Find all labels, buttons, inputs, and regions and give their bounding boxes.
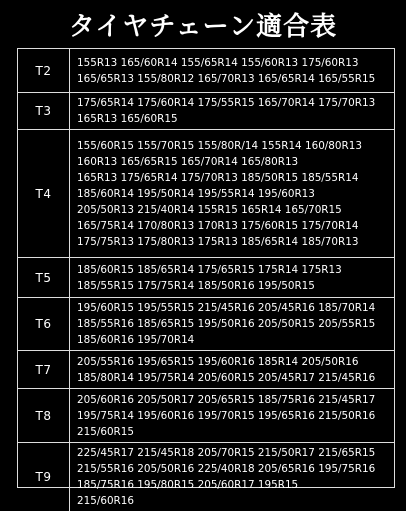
table-row-t3 <box>18 93 394 130</box>
size-line: 160R13 165/65R15 165/70R14 165/80R13 <box>77 155 299 168</box>
size-line: 155/60R15 155/70R15 155/80R/14 155R14 160/80R13 <box>77 139 362 152</box>
size-line: 215/60R16 <box>77 495 134 507</box>
row-label-t9: T9 <box>18 443 70 511</box>
size-list-t8 <box>70 389 394 442</box>
size-line: 195/60R15 195/55R15 215/45R16 205/45R16 185/70R14 <box>77 302 376 314</box>
size-line: 175/65R14 175/60R14 175/55R15 165/70R14 175/70R13 <box>77 97 376 109</box>
size-line: 165/65R13 155/80R12 165/70R13 165/65R14 165/55R15 <box>77 72 376 85</box>
size-line: 185/80R14 195/75R14 205/60R15 205/45R17 215/45R16 <box>77 371 376 384</box>
size-line: 205/60R16 205/50R17 205/65R15 185/75R16 215/45R17 <box>77 393 376 406</box>
size-line: 185/55R16 185/65R15 195/50R16 205/50R15 205/55R15 <box>77 318 376 330</box>
size-list-t2 <box>70 49 394 92</box>
size-list-t3 <box>70 93 394 129</box>
size-line: 185/60R16 195/70R14 <box>77 334 195 346</box>
size-line: 185/60R15 185/65R14 175/65R15 175R14 175R13 <box>77 263 342 276</box>
size-line: 215/60R15 <box>77 425 134 438</box>
size-line: 185/55R15 175/75R14 185/50R16 195/50R15 <box>77 279 315 292</box>
size-line: 195/75R14 195/60R16 195/70R15 195/65R16 215/50R16 <box>77 409 376 422</box>
row-label-t4: T4 <box>18 130 70 257</box>
table-row-t6 <box>18 298 394 351</box>
tire-chain-fitment-table <box>17 48 395 507</box>
table-row-t2 <box>18 49 394 93</box>
row-label-t3: T3 <box>18 93 70 129</box>
size-line: 185/75R16 195/80R15 205/60R17 195R15 <box>77 479 299 491</box>
size-line: 165R13 165/60R15 <box>77 113 178 125</box>
size-list-t5 <box>70 258 394 297</box>
table-row-t8 <box>18 389 394 443</box>
row-label-t8: T8 <box>18 389 70 442</box>
size-list-t7 <box>70 351 394 388</box>
row-label-t6: T6 <box>18 298 70 350</box>
size-list-t4 <box>70 130 394 257</box>
size-line: 205/55R16 195/65R15 195/60R16 185R14 205/50R16 <box>77 355 359 368</box>
size-list-t6 <box>70 298 394 350</box>
size-line: 225/45R17 215/45R18 205/70R15 215/50R17 215/65R15 <box>77 447 376 459</box>
table-row-t5 <box>18 258 394 298</box>
size-line: 205/50R13 215/40R14 155R15 165R14 165/70R15 <box>77 203 342 216</box>
row-label-t7: T7 <box>18 351 70 388</box>
size-line: 185/60R14 195/50R14 195/55R14 195/60R13 <box>77 187 315 200</box>
page-title: タイヤチェーン適合表 <box>68 11 338 42</box>
size-line: 175/75R13 175/80R13 175R13 185/65R14 185/70R13 <box>77 235 359 248</box>
table-row-t4 <box>18 130 394 258</box>
row-label-t2: T2 <box>18 49 70 92</box>
size-line: 155R13 165/60R14 155/65R14 155/60R13 175/60R13 <box>77 56 359 69</box>
size-line: 165R13 175/65R14 175/70R13 185/50R15 185/55R14 <box>77 171 359 184</box>
table-row-t7 <box>18 351 394 389</box>
size-line: 215/55R16 205/50R16 225/40R18 205/65R16 195/75R16 <box>77 463 376 475</box>
table-row-t9 <box>18 443 394 511</box>
row-label-t5: T5 <box>18 258 70 297</box>
size-list-t9 <box>70 443 394 511</box>
size-line: 165/75R14 170/80R13 170R13 175/60R15 175/70R14 <box>77 219 359 232</box>
